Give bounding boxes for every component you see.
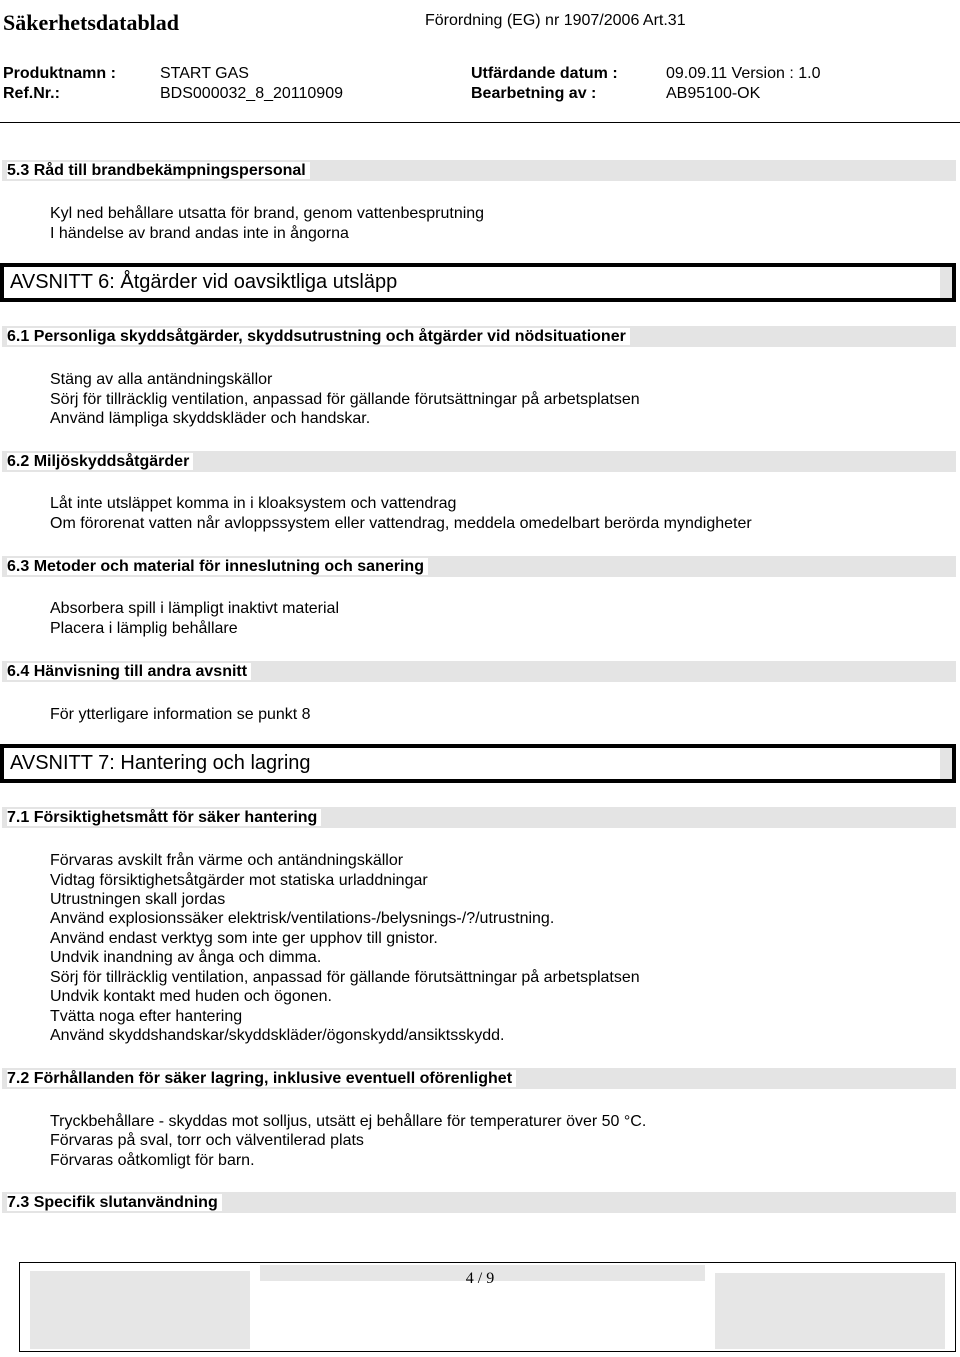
product-name-label: Produktnamn : xyxy=(3,65,116,82)
subsection-7-2-line: Tryckbehållare - skyddas mot solljus, utsätt ej behållare för temperaturer över 50 °C. xyxy=(50,1113,647,1130)
subsection-7-2-line: Förvaras oåtkomligt för barn. xyxy=(50,1152,255,1169)
header-divider xyxy=(0,122,960,123)
subsection-7-1-line: Tvätta noga efter hantering xyxy=(50,1008,243,1025)
ref-number-label: Ref.Nr.: xyxy=(3,85,60,102)
subsection-7-2-heading: 7.2 Förhållanden för säker lagring, inklusive eventuell oförenlighet xyxy=(2,1068,956,1089)
edited-by-value: AB95100-OK xyxy=(666,85,761,102)
subsection-6-4-heading: 6.4 Hänvisning till andra avsnitt xyxy=(2,661,956,682)
subsection-6-1-line: Använd lämpliga skyddskläder och handskar. xyxy=(50,410,371,427)
subsection-7-1-line: Använd explosionssäker elektrisk/ventilations-/belysnings-/?/utrustning. xyxy=(50,910,555,927)
subsection-6-4-line: För ytterligare information se punkt 8 xyxy=(50,706,311,723)
subsection-7-1-line: Utrustningen skall jordas xyxy=(50,891,226,908)
subsection-6-2-heading: 6.2 Miljöskyddsåtgärder xyxy=(2,451,956,472)
page-number: 4 / 9 xyxy=(465,1270,495,1287)
subsection-5-3-line: I händelse av brand andas inte in ångorna xyxy=(50,225,349,242)
subsection-6-3-line: Placera i lämplig behållare xyxy=(50,620,238,637)
issue-date-value: 09.09.11 Version : 1.0 xyxy=(666,65,821,82)
subsection-7-1-line: Undvik kontakt med huden och ögonen. xyxy=(50,988,332,1005)
subsection-6-2-line: Låt inte utsläppet komma in i kloaksystem och vattendrag xyxy=(50,495,457,512)
subsection-7-3-heading: 7.3 Specifik slutanvändning xyxy=(2,1192,956,1213)
subsection-7-1-line: Sörj för tillräcklig ventilation, anpassad för gällande förutsättningar på arbetsplatsen xyxy=(50,969,640,986)
subsection-7-1-heading: 7.1 Försiktighetsmått för säker hantering xyxy=(2,807,956,828)
subsection-6-2-line: Om förorenat vatten når avloppssystem eller vattendrag, meddela omedelbart berörda myndigheter xyxy=(50,515,752,532)
subsection-5-3-heading: 5.3 Råd till brandbekämpningspersonal xyxy=(2,160,956,181)
subsection-6-1-heading: 6.1 Personliga skyddsåtgärder, skyddsutrustning och åtgärder vid nödsituationer xyxy=(2,326,956,347)
ref-number-value: BDS000032_8_20110909 xyxy=(160,85,343,102)
subsection-7-1-line: Använd skyddshandskar/skyddskläder/ögonskydd/ansiktsskydd. xyxy=(50,1027,505,1044)
regulation-reference: Förordning (EG) nr 1907/2006 Art.31 xyxy=(425,12,686,29)
subsection-6-1-line: Sörj för tillräcklig ventilation, anpassad för gällande förutsättningar på arbetsplatsen xyxy=(50,391,640,408)
document-title: Säkerhetsdatablad xyxy=(3,10,180,35)
subsection-7-1-line: Vidtag försiktighetsåtgärder mot statiska urladdningar xyxy=(50,872,428,889)
issue-date-label: Utfärdande datum : xyxy=(471,65,618,82)
product-name-value: START GAS xyxy=(160,65,249,82)
subsection-6-3-line: Absorbera spill i lämpligt inaktivt material xyxy=(50,600,339,617)
subsection-7-1-line: Använd endast verktyg som inte ger upphov till gnistor. xyxy=(50,930,438,947)
subsection-5-3-line: Kyl ned behållare utsatta för brand, genom vattenbesprutning xyxy=(50,205,485,222)
subsection-7-2-line: Förvaras på sval, torr och välventilerad plats xyxy=(50,1132,364,1149)
subsection-6-1-line: Stäng av alla antändningskällor xyxy=(50,371,273,388)
subsection-7-1-line: Förvaras avskilt från värme och antändningskällor xyxy=(50,852,404,869)
edited-by-label: Bearbetning av : xyxy=(471,85,597,102)
section-7-title: AVSNITT 7: Hantering och lagring xyxy=(0,744,956,783)
subsection-7-1-line: Undvik inandning av ånga och dimma. xyxy=(50,949,322,966)
section-6-title: AVSNITT 6: Åtgärder vid oavsiktliga utsläpp xyxy=(0,263,956,302)
subsection-6-3-heading: 6.3 Metoder och material för inneslutning och sanering xyxy=(2,556,956,577)
